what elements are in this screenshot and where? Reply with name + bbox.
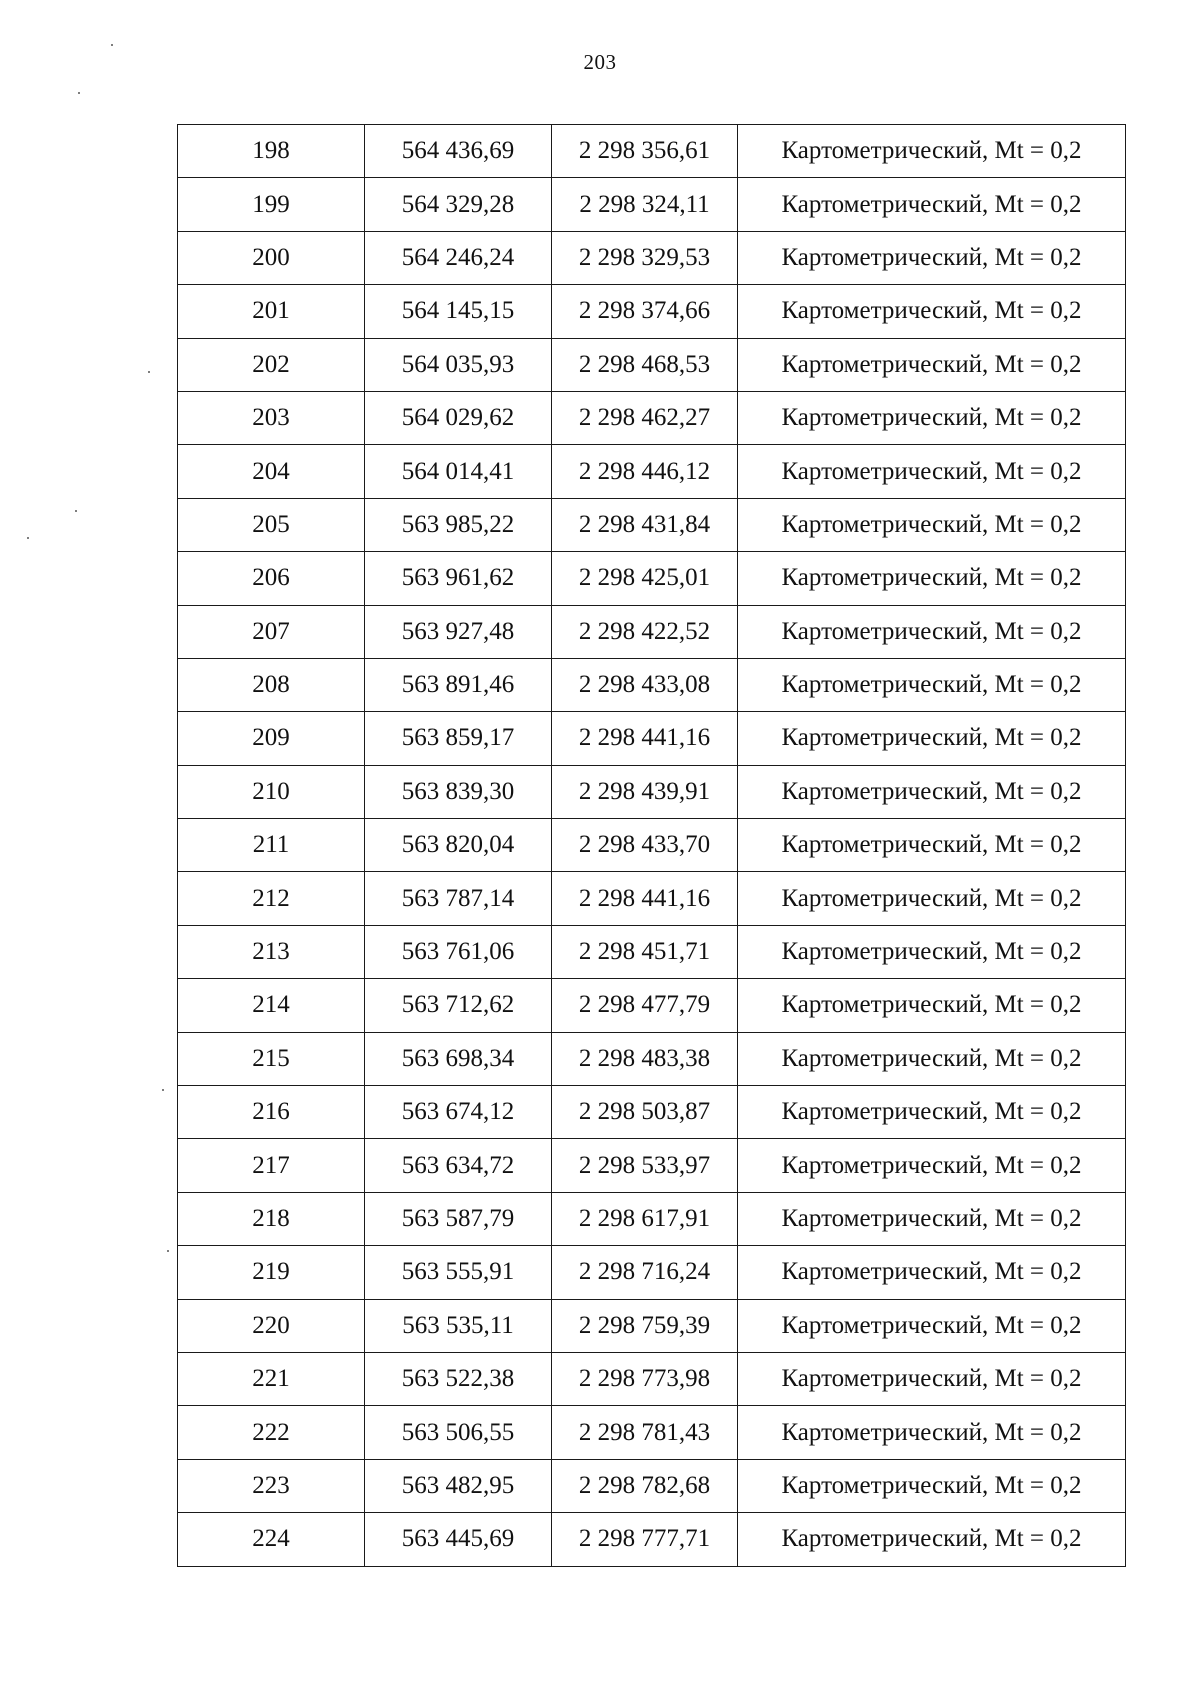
x-coordinate-cell: 563 535,11 bbox=[365, 1299, 552, 1352]
point-number-cell: 200 bbox=[178, 231, 365, 284]
page-number: 203 bbox=[583, 50, 617, 74]
point-number-cell: 214 bbox=[178, 979, 365, 1032]
x-coordinate-cell: 563 698,34 bbox=[365, 1032, 552, 1085]
table-row bbox=[178, 445, 1126, 498]
method-cell: Картометрический, Mt = 0,2 bbox=[738, 178, 1126, 231]
x-coordinate-cell: 564 436,69 bbox=[365, 125, 552, 178]
x-coordinate-cell: 564 035,93 bbox=[365, 338, 552, 391]
scan-speck bbox=[75, 510, 77, 512]
point-number-cell: 223 bbox=[178, 1459, 365, 1512]
scan-speck bbox=[167, 1250, 169, 1252]
method-cell: Картометрический, Mt = 0,2 bbox=[738, 231, 1126, 284]
y-coordinate-cell: 2 298 468,53 bbox=[552, 338, 738, 391]
table-row bbox=[178, 979, 1126, 1032]
method-cell: Картометрический, Mt = 0,2 bbox=[738, 1086, 1126, 1139]
scan-speck bbox=[78, 92, 80, 94]
y-coordinate-cell: 2 298 324,11 bbox=[552, 178, 738, 231]
y-coordinate-cell: 2 298 433,08 bbox=[552, 658, 738, 711]
x-coordinate-cell: 563 787,14 bbox=[365, 872, 552, 925]
scan-speck bbox=[162, 1089, 164, 1091]
method-cell: Картометрический, Mt = 0,2 bbox=[738, 1352, 1126, 1405]
x-coordinate-cell: 564 246,24 bbox=[365, 231, 552, 284]
scan-speck bbox=[148, 371, 150, 373]
method-cell: Картометрический, Mt = 0,2 bbox=[738, 925, 1126, 978]
x-coordinate-cell: 564 029,62 bbox=[365, 391, 552, 444]
table-row bbox=[178, 1352, 1126, 1405]
table-row bbox=[178, 605, 1126, 658]
table-row bbox=[178, 1246, 1126, 1299]
table-row bbox=[178, 819, 1126, 872]
x-coordinate-cell: 563 761,06 bbox=[365, 925, 552, 978]
table-row bbox=[178, 178, 1126, 231]
point-number-cell: 209 bbox=[178, 712, 365, 765]
table-row bbox=[178, 552, 1126, 605]
point-number-cell: 221 bbox=[178, 1352, 365, 1405]
point-number-cell: 219 bbox=[178, 1246, 365, 1299]
x-coordinate-cell: 563 555,91 bbox=[365, 1246, 552, 1299]
table-row bbox=[178, 338, 1126, 391]
y-coordinate-cell: 2 298 441,16 bbox=[552, 712, 738, 765]
y-coordinate-cell: 2 298 425,01 bbox=[552, 552, 738, 605]
table-row bbox=[178, 391, 1126, 444]
point-number-cell: 224 bbox=[178, 1513, 365, 1566]
y-coordinate-cell: 2 298 503,87 bbox=[552, 1086, 738, 1139]
y-coordinate-cell: 2 298 356,61 bbox=[552, 125, 738, 178]
scan-speck bbox=[27, 537, 29, 539]
method-cell: Картометрический, Mt = 0,2 bbox=[738, 1139, 1126, 1192]
y-coordinate-cell: 2 298 773,98 bbox=[552, 1352, 738, 1405]
table-row bbox=[178, 498, 1126, 551]
table-row bbox=[178, 1192, 1126, 1245]
point-number-cell: 199 bbox=[178, 178, 365, 231]
table-row bbox=[178, 1032, 1126, 1085]
x-coordinate-cell: 563 985,22 bbox=[365, 498, 552, 551]
y-coordinate-cell: 2 298 759,39 bbox=[552, 1299, 738, 1352]
method-cell: Картометрический, Mt = 0,2 bbox=[738, 498, 1126, 551]
method-cell: Картометрический, Mt = 0,2 bbox=[738, 1513, 1126, 1566]
point-number-cell: 198 bbox=[178, 125, 365, 178]
y-coordinate-cell: 2 298 431,84 bbox=[552, 498, 738, 551]
point-number-cell: 205 bbox=[178, 498, 365, 551]
point-number-cell: 202 bbox=[178, 338, 365, 391]
x-coordinate-cell: 563 712,62 bbox=[365, 979, 552, 1032]
point-number-cell: 207 bbox=[178, 605, 365, 658]
x-coordinate-cell: 564 014,41 bbox=[365, 445, 552, 498]
scan-speck bbox=[111, 44, 113, 46]
x-coordinate-cell: 563 839,30 bbox=[365, 765, 552, 818]
table-row bbox=[178, 872, 1126, 925]
point-number-cell: 213 bbox=[178, 925, 365, 978]
y-coordinate-cell: 2 298 439,91 bbox=[552, 765, 738, 818]
x-coordinate-cell: 563 961,62 bbox=[365, 552, 552, 605]
y-coordinate-cell: 2 298 446,12 bbox=[552, 445, 738, 498]
x-coordinate-cell: 563 891,46 bbox=[365, 658, 552, 711]
y-coordinate-cell: 2 298 433,70 bbox=[552, 819, 738, 872]
method-cell: Картометрический, Mt = 0,2 bbox=[738, 1406, 1126, 1459]
x-coordinate-cell: 563 927,48 bbox=[365, 605, 552, 658]
table-row bbox=[178, 712, 1126, 765]
method-cell: Картометрический, Mt = 0,2 bbox=[738, 1032, 1126, 1085]
x-coordinate-cell: 564 145,15 bbox=[365, 285, 552, 338]
y-coordinate-cell: 2 298 329,53 bbox=[552, 231, 738, 284]
y-coordinate-cell: 2 298 483,38 bbox=[552, 1032, 738, 1085]
table-row bbox=[178, 231, 1126, 284]
coordinates-table-body bbox=[178, 125, 1126, 1567]
y-coordinate-cell: 2 298 777,71 bbox=[552, 1513, 738, 1566]
point-number-cell: 206 bbox=[178, 552, 365, 605]
y-coordinate-cell: 2 298 781,43 bbox=[552, 1406, 738, 1459]
x-coordinate-cell: 563 522,38 bbox=[365, 1352, 552, 1405]
x-coordinate-cell: 563 445,69 bbox=[365, 1513, 552, 1566]
x-coordinate-cell: 563 674,12 bbox=[365, 1086, 552, 1139]
method-cell: Картометрический, Mt = 0,2 bbox=[738, 1246, 1126, 1299]
point-number-cell: 215 bbox=[178, 1032, 365, 1085]
point-number-cell: 210 bbox=[178, 765, 365, 818]
table-row bbox=[178, 1459, 1126, 1512]
table-row bbox=[178, 1513, 1126, 1566]
table-row bbox=[178, 1406, 1126, 1459]
point-number-cell: 218 bbox=[178, 1192, 365, 1245]
method-cell: Картометрический, Mt = 0,2 bbox=[738, 605, 1126, 658]
y-coordinate-cell: 2 298 533,97 bbox=[552, 1139, 738, 1192]
x-coordinate-cell: 563 820,04 bbox=[365, 819, 552, 872]
x-coordinate-cell: 563 859,17 bbox=[365, 712, 552, 765]
table-row bbox=[178, 1086, 1126, 1139]
table-row bbox=[178, 125, 1126, 178]
method-cell: Картометрический, Mt = 0,2 bbox=[738, 125, 1126, 178]
point-number-cell: 204 bbox=[178, 445, 365, 498]
point-number-cell: 217 bbox=[178, 1139, 365, 1192]
method-cell: Картометрический, Mt = 0,2 bbox=[738, 1459, 1126, 1512]
table-row bbox=[178, 925, 1126, 978]
x-coordinate-cell: 563 587,79 bbox=[365, 1192, 552, 1245]
table-row bbox=[178, 285, 1126, 338]
point-number-cell: 201 bbox=[178, 285, 365, 338]
y-coordinate-cell: 2 298 374,66 bbox=[552, 285, 738, 338]
y-coordinate-cell: 2 298 462,27 bbox=[552, 391, 738, 444]
y-coordinate-cell: 2 298 441,16 bbox=[552, 872, 738, 925]
point-number-cell: 222 bbox=[178, 1406, 365, 1459]
method-cell: Картометрический, Mt = 0,2 bbox=[738, 979, 1126, 1032]
method-cell: Картометрический, Mt = 0,2 bbox=[738, 338, 1126, 391]
method-cell: Картометрический, Mt = 0,2 bbox=[738, 765, 1126, 818]
coordinates-table bbox=[177, 124, 1126, 1567]
point-number-cell: 211 bbox=[178, 819, 365, 872]
y-coordinate-cell: 2 298 422,52 bbox=[552, 605, 738, 658]
method-cell: Картометрический, Mt = 0,2 bbox=[738, 712, 1126, 765]
method-cell: Картометрический, Mt = 0,2 bbox=[738, 1299, 1126, 1352]
point-number-cell: 220 bbox=[178, 1299, 365, 1352]
y-coordinate-cell: 2 298 617,91 bbox=[552, 1192, 738, 1245]
method-cell: Картометрический, Mt = 0,2 bbox=[738, 872, 1126, 925]
x-coordinate-cell: 563 506,55 bbox=[365, 1406, 552, 1459]
method-cell: Картометрический, Mt = 0,2 bbox=[738, 658, 1126, 711]
point-number-cell: 203 bbox=[178, 391, 365, 444]
x-coordinate-cell: 563 634,72 bbox=[365, 1139, 552, 1192]
x-coordinate-cell: 563 482,95 bbox=[365, 1459, 552, 1512]
method-cell: Картометрический, Mt = 0,2 bbox=[738, 552, 1126, 605]
y-coordinate-cell: 2 298 782,68 bbox=[552, 1459, 738, 1512]
table-row bbox=[178, 1299, 1126, 1352]
method-cell: Картометрический, Mt = 0,2 bbox=[738, 285, 1126, 338]
method-cell: Картометрический, Mt = 0,2 bbox=[738, 819, 1126, 872]
method-cell: Картометрический, Mt = 0,2 bbox=[738, 445, 1126, 498]
y-coordinate-cell: 2 298 716,24 bbox=[552, 1246, 738, 1299]
point-number-cell: 212 bbox=[178, 872, 365, 925]
table-row bbox=[178, 1139, 1126, 1192]
method-cell: Картометрический, Mt = 0,2 bbox=[738, 391, 1126, 444]
point-number-cell: 208 bbox=[178, 658, 365, 711]
x-coordinate-cell: 564 329,28 bbox=[365, 178, 552, 231]
table-row bbox=[178, 658, 1126, 711]
y-coordinate-cell: 2 298 477,79 bbox=[552, 979, 738, 1032]
method-cell: Картометрический, Mt = 0,2 bbox=[738, 1192, 1126, 1245]
y-coordinate-cell: 2 298 451,71 bbox=[552, 925, 738, 978]
coordinates-table-container bbox=[177, 124, 1125, 1567]
point-number-cell: 216 bbox=[178, 1086, 365, 1139]
table-row bbox=[178, 765, 1126, 818]
